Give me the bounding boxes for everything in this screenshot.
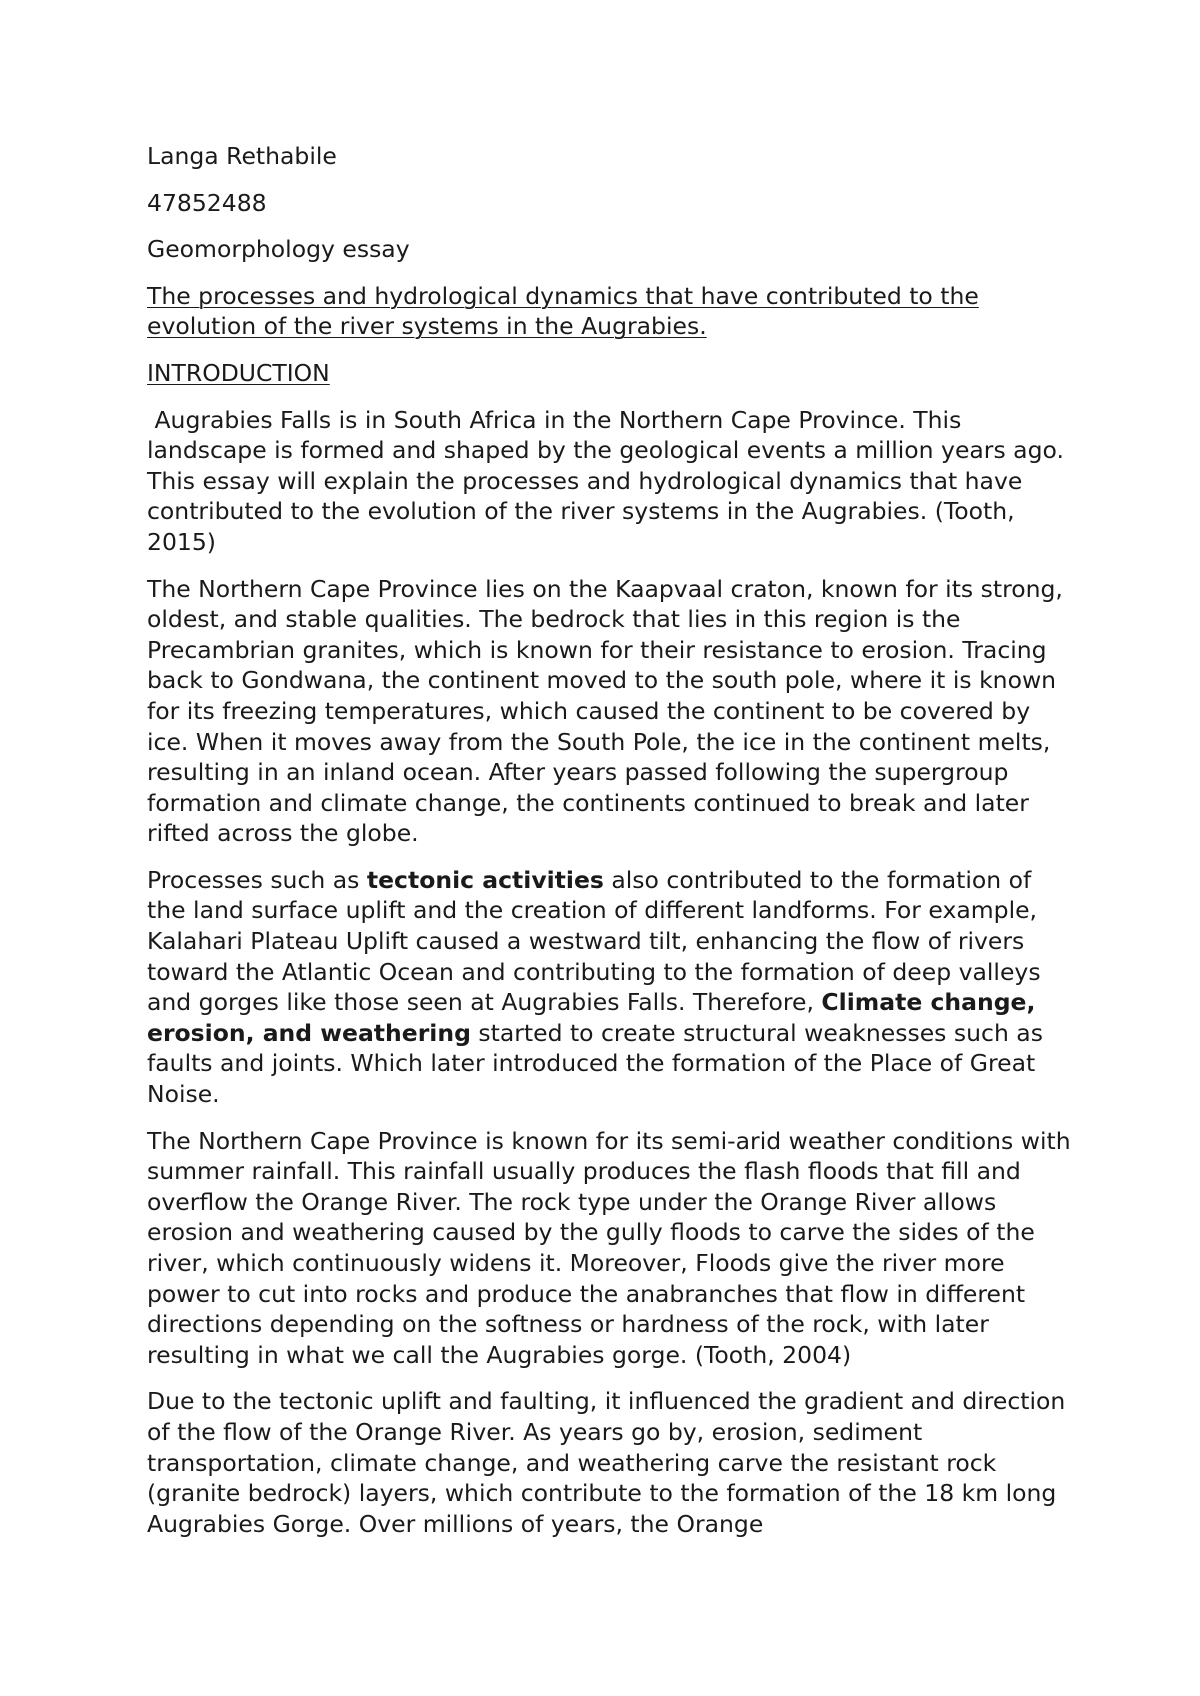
paragraph-intro: Augrabies Falls is in South Africa in the Northern Cape Province. This landscape is formed and shaped by the geological events a million years ago. This essay will explain the processes and hydrological dynamics that have contributed to the evolution of the river systems in the Augrabies. (Tooth, 2015) [147, 405, 1072, 556]
document-body [147, 141, 1077, 1555]
paragraph-tectonic-text-3: started to create structural weaknesses such as faults and joints. Which later introduced the formation of the Place of Great Noise. [147, 1018, 1043, 1109]
essay-title: The processes and hydrological dynamics that have contributed to the evolution of the river systems in the Augrabies. [147, 281, 979, 341]
student-number: 47852488 [147, 188, 267, 217]
paragraph-tectonic-text-1: Processes such as [147, 865, 367, 894]
subject-line: Geomorphology essay [147, 235, 410, 264]
paragraph-uplift: Due to the tectonic uplift and faulting, it influenced the gradient and direction of the flow of the Orange River. As years go by, erosion, sediment transportation, climate change, and weathering carve the resistant rock (granite bedrock) layers, which contribute to the formation of the 18 km long Augrabies Gorge. Over millions of years, the Orange [147, 1387, 1066, 1538]
paragraph-tectonic [147, 865, 1077, 1110]
paragraph-rainfall: The Northern Cape Province is known for its semi-arid weather conditions with summer rainfall. This rainfall usually produces the flash floods that fill and overflow the Orange River. The rock type under the Orange River allows erosion and weathering caused by the gully floods to carve the sides of the river, which continuously widens it. Moreover, Floods give the river more power to cut into rocks and produce the anabranches that flow in different directions depending on the softness or hardness of the rock, with later resulting in what we call the Augrabies gorge. (Tooth, 2004) [147, 1126, 1071, 1369]
bold-climate-erosion-weathering: Climate change, erosion, and weathering [147, 988, 1036, 1047]
paragraph-tectonic-text-2: also contributed to the formation of the land surface uplift and the creation of different landforms. For example, Kalahari Plateau Uplift caused a westward tilt, enhancing the flow of rivers toward the Atlantic Ocean and contributing to the formation of deep valleys and gorges like those seen at Augrabies Falls. Therefore, [147, 865, 1041, 1017]
introduction-heading: INTRODUCTION [147, 358, 330, 387]
bold-tectonic-activities: tectonic activities [366, 865, 604, 894]
paragraph-kaapvaal: The Northern Cape Province lies on the Kaapvaal craton, known for its strong, oldest, and stable qualities. The bedrock that lies in this region is the Precambrian granites, which is known for their resistance to erosion. Tracing back to Gondwana, the continent moved to the south pole, where it is known for its freezing temperatures, which caused the continent to be covered by ice. When it moves away from the South Pole, the ice in the continent melts, resulting in an inland ocean. After years passed following the supergroup formation and climate change, the continents continued to break and later rifted across the globe. [147, 574, 1063, 848]
author-name: Langa Rethabile [147, 142, 337, 170]
